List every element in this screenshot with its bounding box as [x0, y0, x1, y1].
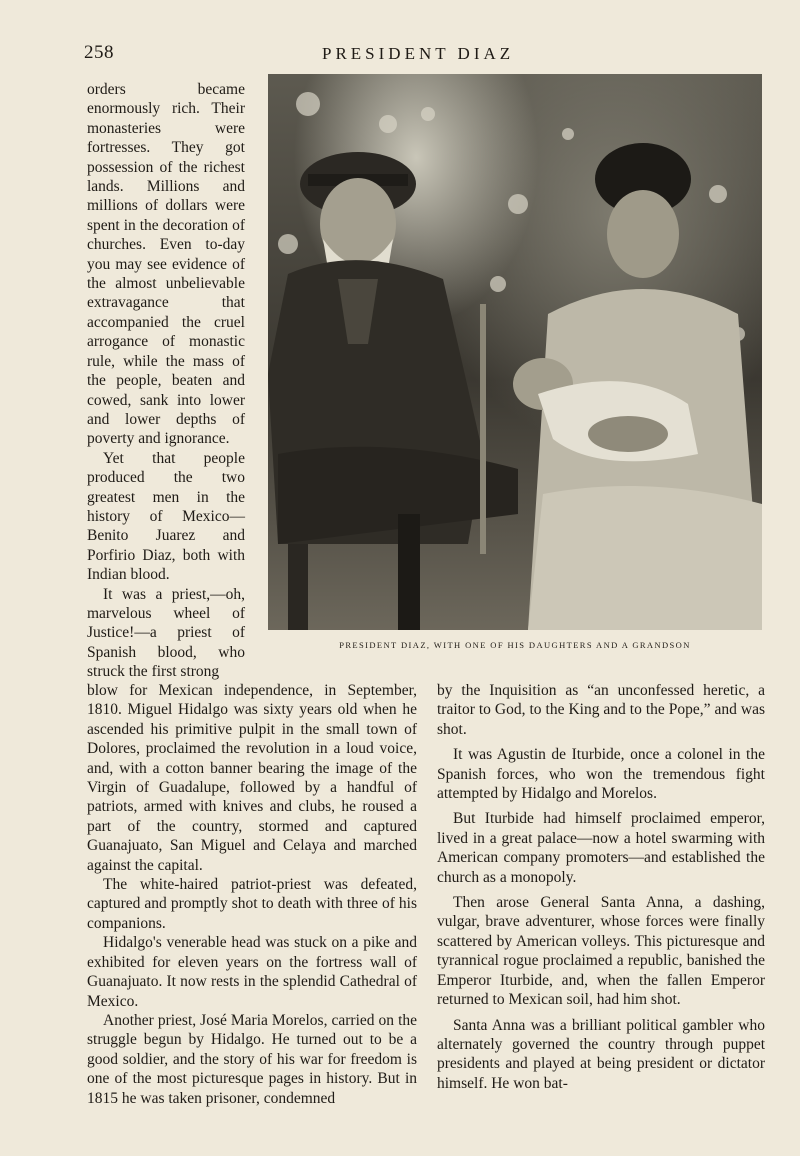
photograph: [268, 74, 762, 630]
left-column: [87, 681, 417, 1108]
paragraph: It was Agustin de Iturbide, once a colonel in the Spanish forces, who won the tremendous fight attempted by Hidalgo and Morelos.: [437, 746, 765, 803]
paragraph: Santa Anna was a brilliant political gambler who alternately governed the country through puppet presidents and played at being president or dictator himself. He won bat-: [437, 1016, 765, 1092]
paragraph: Then arose General Santa Anna, a dashing, vulgar, brave adventurer, whose forces were finally scattered by American volleys. This picturesque and tyrannical rogue proclaimed a republic, banished the Emperor Iturbide, and, when the fallen Emperor returned to Mexican soil, had him shot.: [437, 894, 765, 1009]
paragraph: But Iturbide had himself proclaimed emperor, lived in a great palace—now a hotel swarming with American company promoters—and established the church as a monopoly.: [437, 810, 765, 886]
paragraph: by the Inquisition as “an unconfessed heretic, a traitor to God, to the King and to the Pope,” and was shot.: [437, 682, 765, 738]
paragraph: It was a priest,—oh, marvelous wheel of Justice!—a priest of Spanish blood, who struck the first strong: [87, 585, 245, 681]
paragraph: blow for Mexican independence, in September, 1810. Miguel Hidalgo was sixty years old when he ascended his primitive pulpit in the small town of Dolores, proclaimed the revolution in a loud voice, and, with a cotton banner bearing the image of the Virgin of Guadalupe, followed by a handful of patriots, armed with knives and clubs, he roused a part of the country, stormed and captured Guanajuato, San Miguel and Celaya and marched against the capital.: [87, 682, 417, 874]
paragraph: Another priest, José Maria Morelos, carried on the struggle begun by Hidalgo. He turned out to be a good soldier, and the story of his war for freedom is one of the most picturesque pages in history. But in 1815 he was taken prisoner, condemned: [87, 1011, 417, 1107]
paragraph: The white-haired patriot-priest was defeated, captured and promptly shot to death with three of his companions.: [87, 876, 417, 932]
photo-illustration: [268, 74, 762, 630]
photo-caption: PRESIDENT DIAZ, WITH ONE OF HIS DAUGHTERS AND A GRANDSON: [339, 640, 691, 650]
paragraph: orders became enormously rich. Their monasteries were fortresses. They got possession of the richest lands. Millions and millions of dollars were spent in the decoration of churches. Even to-day you may see evidence of the almost unbelievable extravagance that accompanied the cruel arrogance of monastic rule, while the mass of the people, beaten and cowed, sank into lower and lower depths of poverty and ignorance.: [87, 81, 245, 448]
narrow-column: [87, 80, 245, 682]
right-column: [437, 681, 765, 1093]
running-head: PRESIDENT DIAZ: [322, 44, 515, 63]
page-number: 258: [84, 42, 114, 63]
paragraph: Yet that people produced the two greatest men in the history of Mexico—Benito Juarez and Porfirio Diaz, both with Indian blood.: [87, 449, 245, 584]
paragraph: Hidalgo's venerable head was stuck on a pike and exhibited for eleven years on the fortress wall of Guanajuato. It now rests in the splendid Cathedral of Mexico.: [87, 934, 417, 1010]
